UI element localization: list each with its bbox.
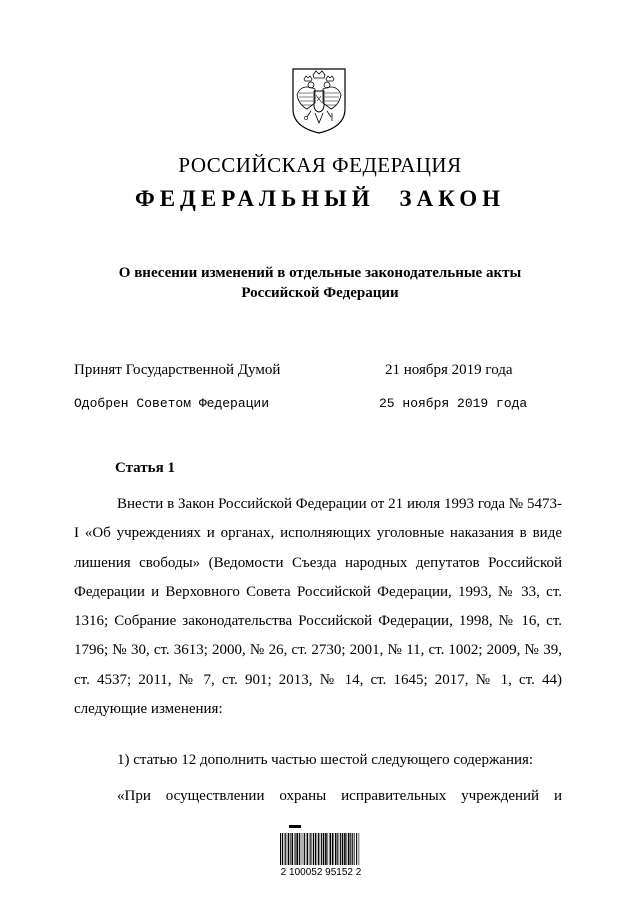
council-approval-label: Одобрен Советом Федерации <box>74 396 270 411</box>
barcode-bar <box>285 833 286 865</box>
law-title <box>0 263 640 303</box>
barcode-mark <box>289 825 301 828</box>
duma-adoption-date: 21 ноября 2019 года <box>385 362 513 378</box>
barcode-bar <box>350 833 351 865</box>
barcode-bar <box>344 833 346 865</box>
barcode-bar <box>337 833 338 865</box>
barcode-bar <box>335 833 337 865</box>
article-item-1: 1) статью 12 дополнить частью шестой следующего содержания: <box>117 752 534 768</box>
barcode-bar <box>284 833 285 865</box>
law-title-line-2: Российской Федерации <box>241 285 399 301</box>
barcode-bar <box>347 833 348 865</box>
barcode-bar <box>321 833 322 865</box>
barcode-bar <box>307 833 309 865</box>
barcode-bar <box>340 833 341 865</box>
barcode-bar <box>352 833 353 865</box>
barcode-number: 2 100052 95152 2 <box>280 867 362 878</box>
barcode-bar <box>318 833 320 865</box>
barcode-bar <box>348 833 350 865</box>
barcode-bar <box>296 833 298 865</box>
barcode-bar <box>359 833 360 865</box>
barcode-bar <box>325 833 327 865</box>
barcode-bar <box>299 833 300 865</box>
barcode-bar <box>356 833 357 865</box>
document-type-title: ФЕДЕРАЛЬНЫЙ ЗАКОН <box>134 186 506 211</box>
duma-adoption-label: Принят Государственной Думой <box>74 362 281 378</box>
quoted-text-start: «При осуществлении охраны исправительных учреждений и <box>117 788 562 804</box>
coat-of-arms-icon <box>287 65 351 135</box>
barcode-bar <box>292 833 294 865</box>
barcode-bar <box>312 833 313 865</box>
barcode-bar <box>342 833 344 865</box>
council-approval-date: 25 ноября 2019 года <box>379 396 528 411</box>
barcode-bar <box>354 833 355 865</box>
barcode-bar <box>310 833 311 865</box>
barcode-bar <box>315 833 317 865</box>
barcode-bar <box>313 833 314 865</box>
barcode-bar <box>303 833 304 865</box>
barcode-bar <box>332 833 334 865</box>
article-paragraph: Внести в Закон Российской Федерации от 21 июля 1993 года № 5473-I «Об учреждениях и органах, исполняющих уголовные наказания в виде лишения свободы» (Ведомости Съезда народных депутатов Российской Федерации и Верховного Совета Российской Федерации, 1993, № 33, ст. 1316; Собрание законодательства Российской Федерации, 1998, № 16, ст. 1796; № 30, ст. 3613; 2000, № 26, ст. 2730; 2001, № 11, ст. 1002; 2009, № 39, ст. 4537; 2011, № 7, ст. 901; 2013, № 14, ст. 1645; 2017, № 1, ст. 44) следующие изменения: <box>74 496 562 718</box>
country-name: РОССИЙСКАЯ ФЕДЕРАЦИЯ <box>178 153 462 177</box>
law-title-line-1: О внесении изменений в отдельные законодательные акты <box>118 265 522 281</box>
barcode-bar <box>280 833 281 865</box>
barcode-bar <box>304 833 305 865</box>
barcode-bar <box>301 833 302 865</box>
barcode-bar <box>328 833 329 865</box>
barcode-bar <box>295 833 296 865</box>
barcode-bar <box>323 833 325 865</box>
barcode-bar <box>290 833 291 865</box>
barcode-bar <box>288 833 290 865</box>
barcode-bar <box>330 833 332 865</box>
article-heading: Статья 1 <box>115 460 175 476</box>
barcode-bar <box>282 833 283 865</box>
